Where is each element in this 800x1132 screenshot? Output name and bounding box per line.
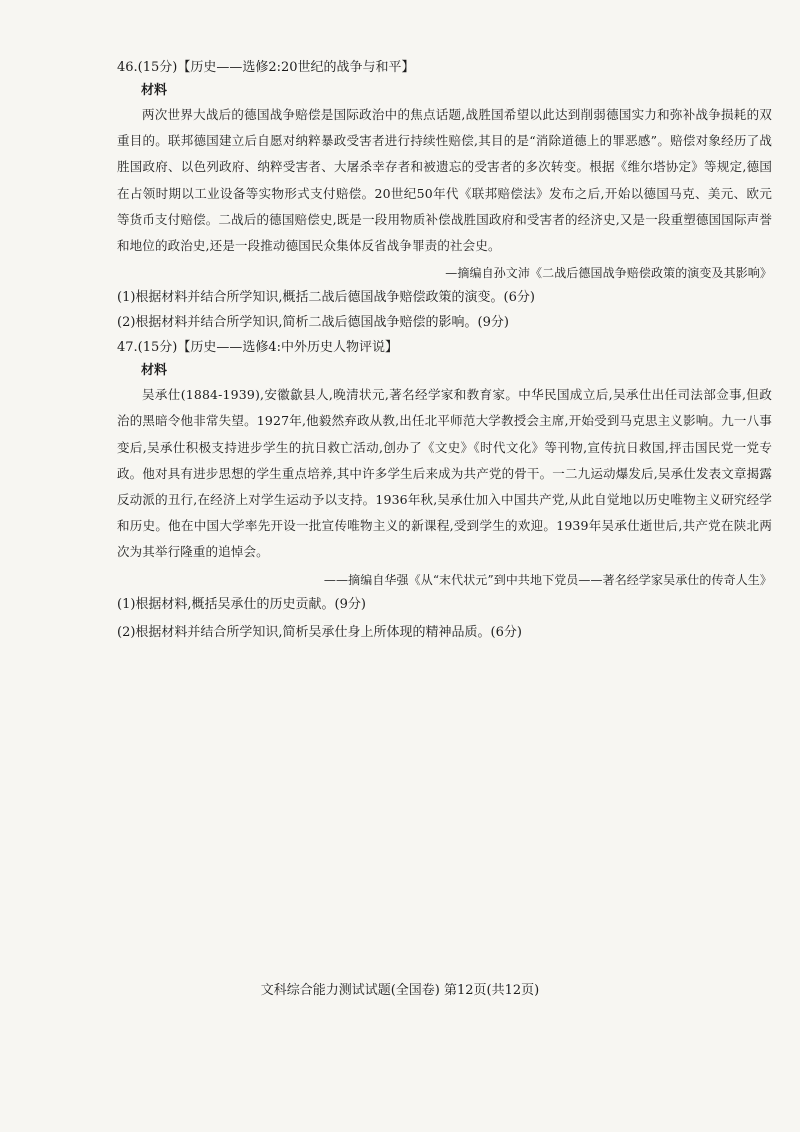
- question-46-sub-1: (1)根据材料并结合所学知识,概括二战后德国战争赔偿政策的演变。(6分): [117, 290, 535, 306]
- question-47-material-text: 吴承仕(1884-1939),安徽歙县人,晚清状元,著名经学家和教育家。中华民国成立后,吴承仕出任司法部佥事,但政治的黑暗令他非常失望。1927年,他毅然弃政从教,出任北平师范大学教授会主席,开始受到马克思主义影响。九一八事变后,吴承仕积极支持进步学生的抗日救亡活动,创办了《文史》《时代文化》等刊物,宣传抗日救国,抨击国民党一党专政。他对具有进步思想的学生重点培养,其中许多学生后来成为共产党的骨干。一二九运动爆发后,吴承仕发表文章揭露反动派的丑行,在经济上对学生运动予以支持。1936年秋,吴承仕加入中国共产党,从此自觉地以历史唯物主义研究经学和历史。他在中国大学率先开设一批宣传唯物主义的新课程,受到学生的欢迎。1939年吴承仕逝世后,共产党在陕北两次为其举行隆重的追悼会。: [117, 387, 772, 560]
- question-47-source: ——摘编自华强《从“末代状元”到中共地下党员——著名经学家吴承仕的传奇人生》: [323, 572, 772, 587]
- question-46-sub-2: (2)根据材料并结合所学知识,简析二战后德国战争赔偿的影响。(9分): [117, 315, 509, 331]
- page-content: [117, 55, 772, 645]
- question-47-sub-1: (1)根据材料,概括吴承仕的历史贡献。(9分): [117, 596, 366, 612]
- question-47-sub-2: (2)根据材料并结合所学知识,简析吴承仕身上所体现的精神品质。(6分): [117, 624, 522, 640]
- question-46-material-text: 两次世界大战后的德国战争赔偿是国际政治中的焦点话题,战胜国希望以此达到削弱德国实力和弥补战争损耗的双重目的。联邦德国建立后自愿对纳粹暴政受害者进行持续性赔偿,其目的是“消除道德上的罪恶感”。赔偿对象经历了战胜国政府、以色列政府、纳粹受害者、大屠杀幸存者和被遗忘的受害者的多次转变。根据《维尔塔协定》等规定,德国在占领时期以工业设备等实物形式支付赔偿。20世纪50年代《联邦赔偿法》发布之后,开始以德国马克、美元、欧元等货币支付赔偿。二战后的德国赔偿史,既是一段用物质补偿战胜国政府和受害者的经济史,又是一段重塑德国国际声誉和地位的政治史,还是一段推动德国民众集体反省战争罪责的社会史。: [117, 107, 772, 254]
- question-46-title: 46.(15分)【历史——选修2:20世纪的战争与和平】: [117, 60, 415, 75]
- question-46-material-label: 材料: [141, 83, 168, 98]
- question-46-source: —摘编自孙文沛《二战后德国战争赔偿政策的演变及其影响》: [445, 266, 772, 281]
- question-47-material-label: 材料: [141, 363, 168, 379]
- question-47-title: 47.(15分)【历史——选修4:中外历史人物评说】: [117, 340, 399, 356]
- page-footer: 文科综合能力测试试题(全国卷) 第12页(共12页): [260, 983, 540, 998]
